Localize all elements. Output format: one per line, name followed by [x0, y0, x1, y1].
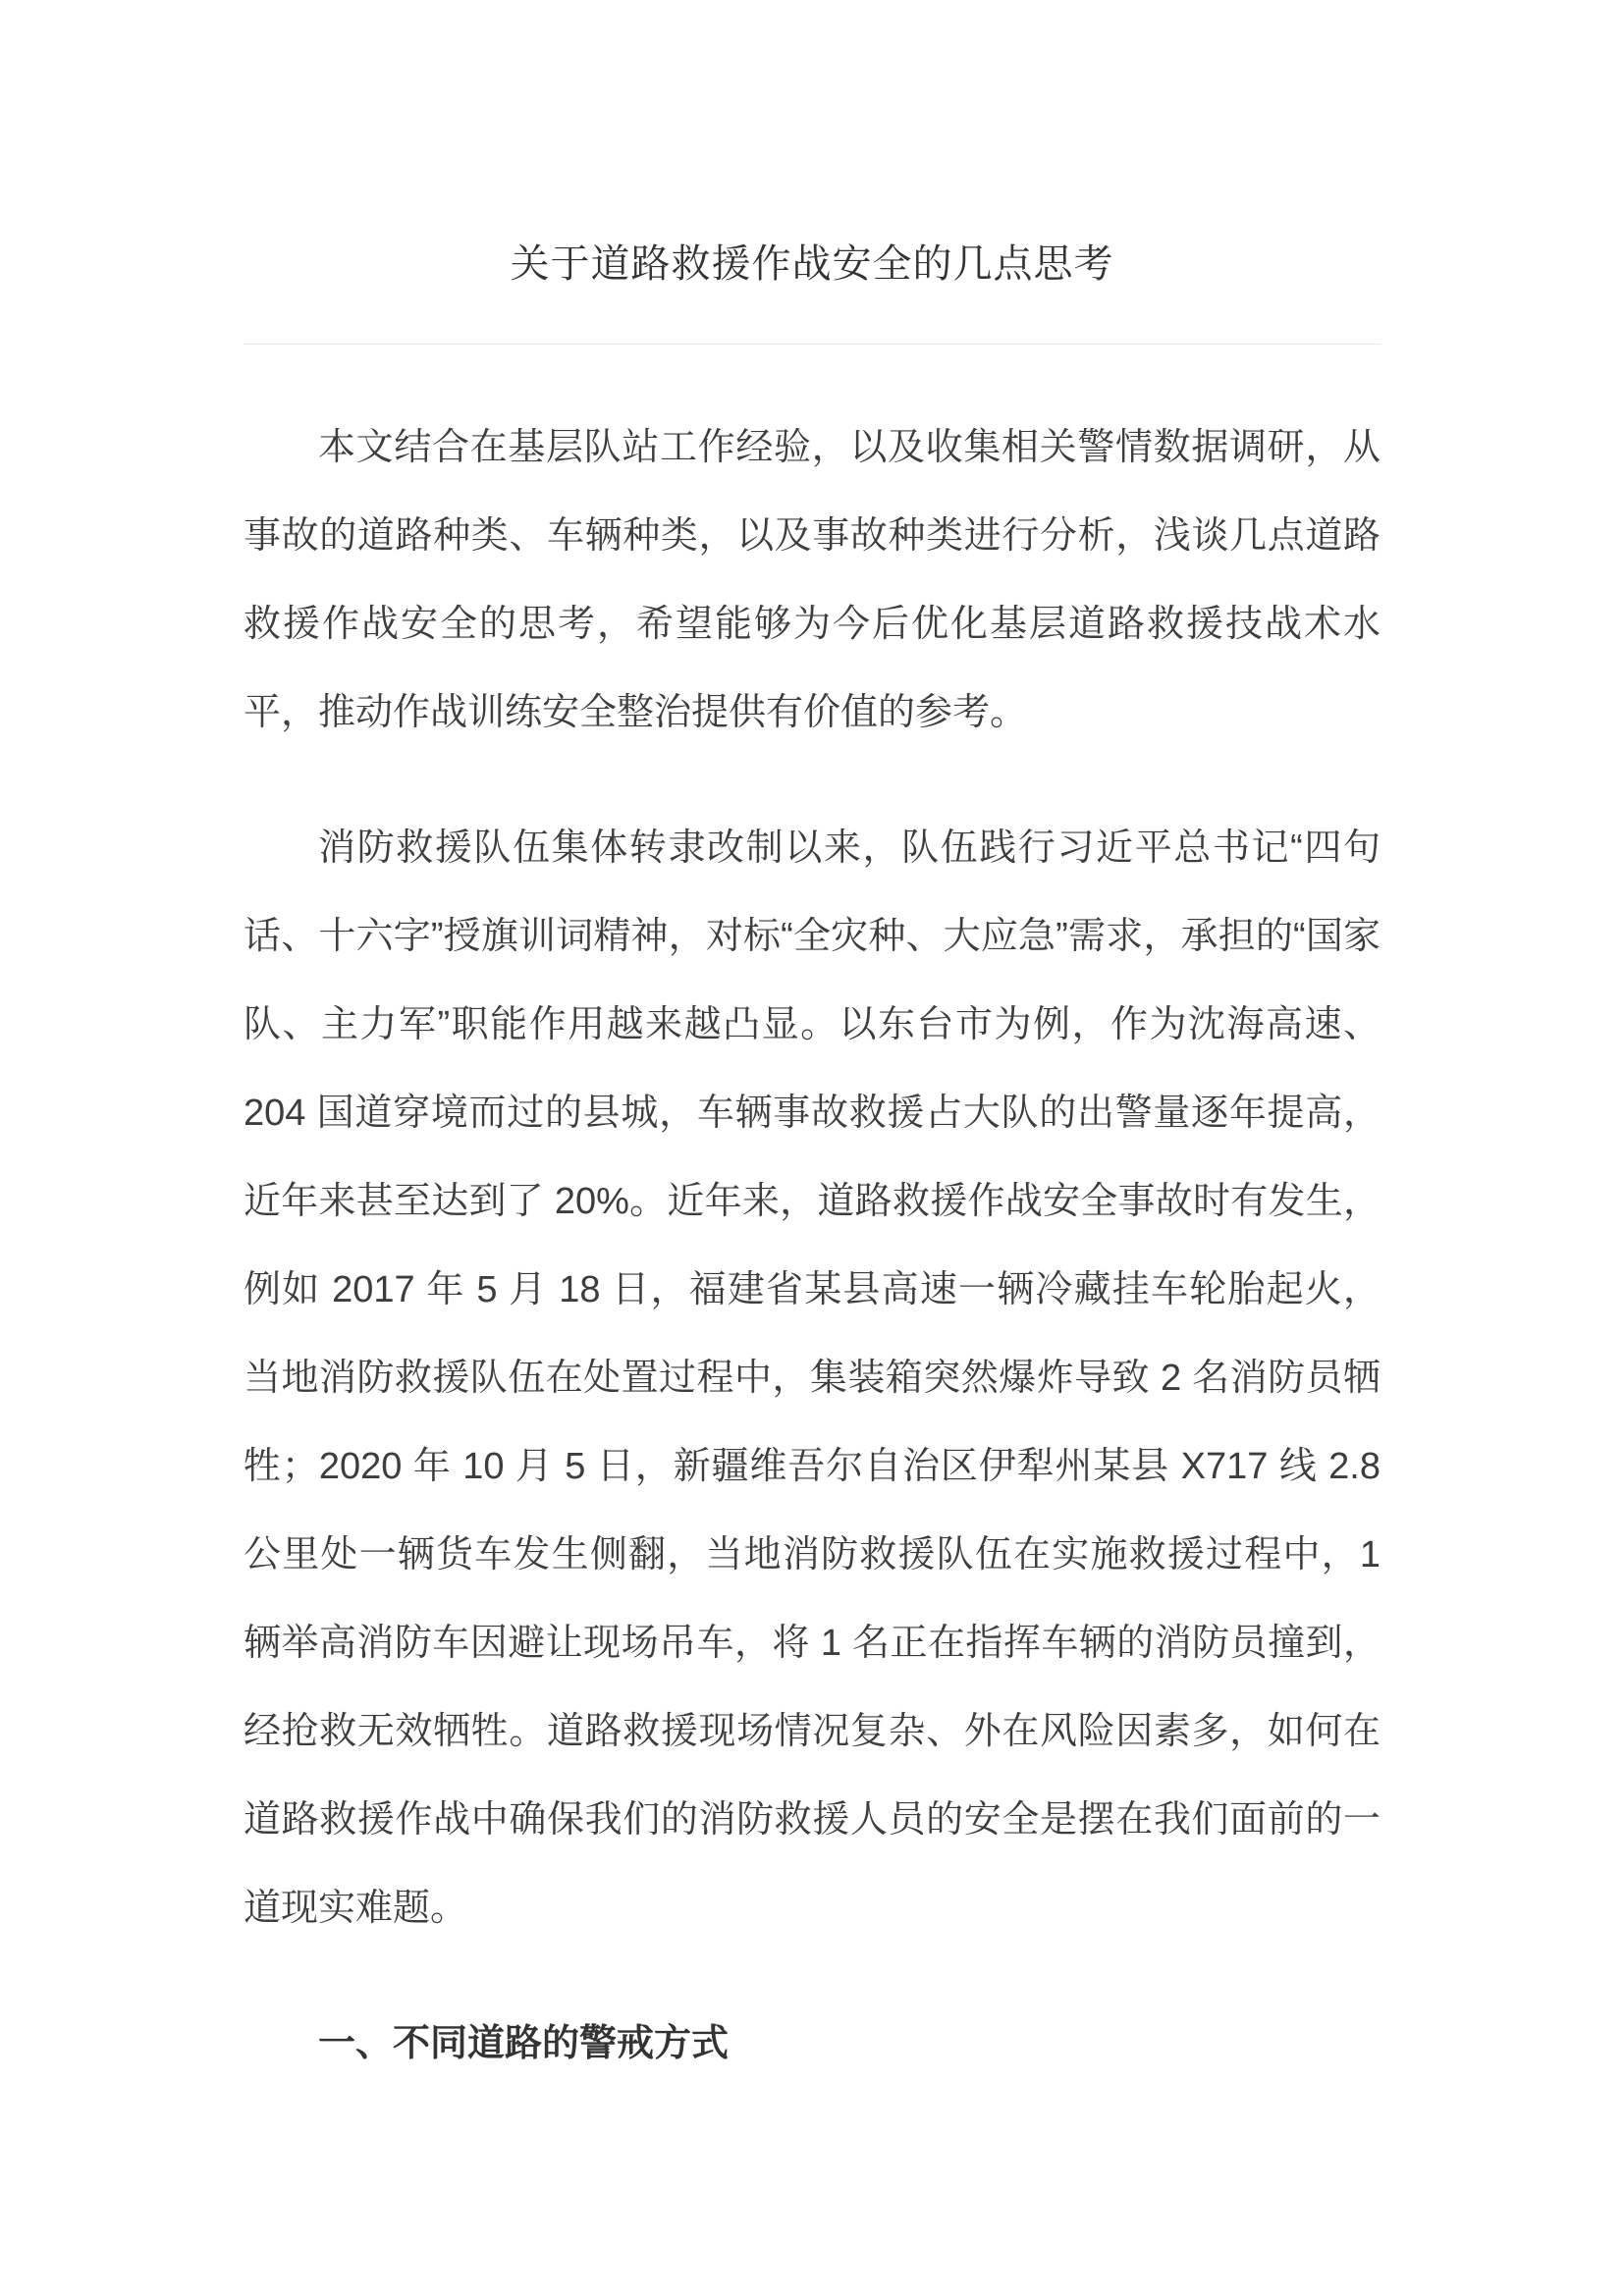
paragraph-intro: 本文结合在基层队站工作经验，以及收集相关警情数据调研，从事故的道路种类、车辆种类，以及事故种类进行分析，浅谈几点道路救援作战安全的思考，希望能够为今后优化基层道路救援技战术水平，推动作战训练安全整治提供有价值的参考。 [244, 427, 1380, 733]
section-heading-1: 一、不同道路的警戒方式 [318, 2023, 730, 2064]
paragraph-background: 消防救援队伍集体转隶改制以来，队伍践行习近平总书记“四句话、十六字”授旗训词精神，对标“全灾种、大应急”需求，承担的“国家队、主力军”职能作用越来越凸显。以东台市为例，作为沈海高速、204 国道穿境而过的县城，车辆事故救援占大队的出警量逐年提高，近年来甚至达到了 20%。近年来，道路救援作战安全事故时有发生，例如 2017 年 5 月 18 日，福建省某县高速一辆冷藏挂车轮胎起火，当地消防救援队伍在处置过程中，集装箱突然爆炸导致 2 名消防员牺牲；2020 年 10 月 5 日，新疆维吾尔自治区伊犁州某县 X717 线 2.8 公里处一辆货车发生侧翻，当地消防救援队伍在实施救援过程中，1 辆举高消防车因避让现场吊车，将 1 名正在指挥车辆的消防员撞到，经抢救无效牺牲。道路救援现场情况复杂、外在风险因素多，如何在道路救援作战中确保我们的消防救援人员的安全是摆在我们面前的一道现实难题。 [244, 828, 1380, 1929]
document-title: 关于道路救援作战安全的几点思考 [510, 242, 1114, 286]
title-divider [244, 344, 1380, 345]
